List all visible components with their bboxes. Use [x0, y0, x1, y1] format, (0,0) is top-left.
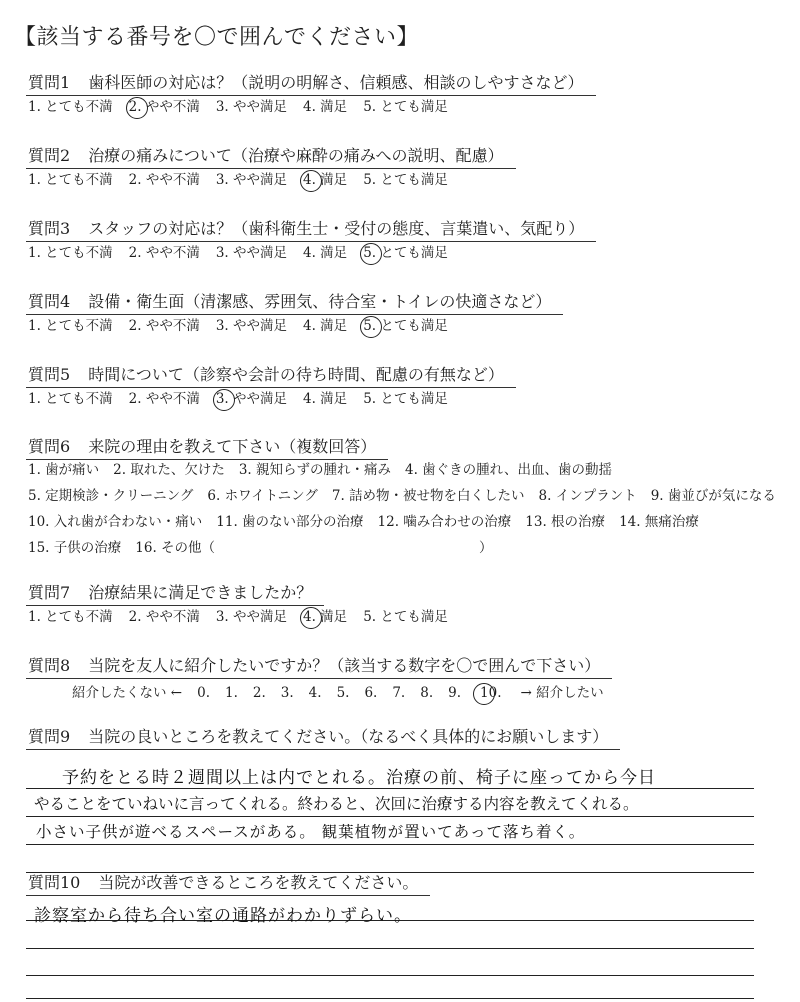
question-10 [28, 870, 800, 894]
question-number: 質問3 [28, 219, 71, 238]
question-text: 時間について（診察や会計の待ち時間、配慮の有無など） [88, 365, 504, 384]
reason-option-9[interactable]: 9. 歯並びが気になる [650, 488, 776, 504]
question-5 [28, 364, 800, 409]
option-3[interactable]: 3. やや満足 [215, 99, 288, 115]
option-5[interactable]: 5. とても満足 [363, 609, 448, 625]
option-3[interactable]: 3. やや満足 [215, 609, 288, 625]
scale-7[interactable]: 7. [392, 685, 406, 701]
question-number: 質問2 [28, 146, 71, 165]
question-5-heading [28, 364, 504, 386]
answer-line [26, 816, 754, 817]
option-2-selected[interactable]: 2. やや不満 [128, 99, 200, 115]
option-2[interactable]: 2. やや不満 [128, 245, 200, 261]
scale-9[interactable]: 9. [448, 685, 462, 701]
question-text: 当院が改善できるところを教えてください。 [98, 873, 419, 892]
reason-option-4[interactable]: 4. 歯ぐきの腫れ、出血、歯の動揺 [405, 462, 612, 478]
option-4-selected[interactable]: 4. 満足 [303, 609, 348, 625]
option-5[interactable]: 5. とても満足 [363, 172, 448, 188]
option-1[interactable]: 1. とても不満 [28, 172, 113, 188]
option-2[interactable]: 2. やや不満 [128, 391, 200, 407]
reason-option-2[interactable]: 2. 取れた、欠けた [113, 462, 225, 478]
answer-line [26, 788, 754, 789]
option-1[interactable]: 1. とても不満 [28, 318, 113, 334]
option-5-selected[interactable]: 5. とても満足 [363, 318, 448, 334]
option-2[interactable]: 2. やや不満 [128, 318, 200, 334]
rating-options [28, 389, 800, 409]
answer-line [26, 844, 754, 845]
scale-4[interactable]: 4. [308, 685, 322, 701]
scale-0[interactable]: 0. [197, 685, 210, 701]
option-2[interactable]: 2. やや不満 [128, 609, 200, 625]
q9-handwritten-line-2: やることをていねいに言ってくれる。終わると、次回に治療する内容を教えてくれる。 [34, 795, 639, 813]
question-9-heading [28, 726, 608, 748]
option-3-selected[interactable]: 3. やや満足 [215, 391, 288, 407]
question-number: 質問8 [28, 656, 71, 675]
question-2-heading [28, 145, 504, 167]
question-number: 質問5 [28, 365, 71, 384]
question-number: 質問10 [28, 873, 81, 892]
question-number: 質問1 [28, 73, 71, 92]
question-number: 質問7 [28, 583, 71, 602]
question-6 [28, 436, 800, 558]
question-7-heading [28, 582, 312, 604]
option-5[interactable]: 5. とても満足 [363, 99, 448, 115]
option-2[interactable]: 2. やや不満 [128, 172, 200, 188]
option-4[interactable]: 4. 満足 [303, 99, 348, 115]
answer-line [26, 998, 754, 999]
scale-1[interactable]: 1. [225, 685, 238, 701]
reason-option-10[interactable]: 10. 入れ歯が合わない・痛い [28, 514, 203, 530]
question-text: 当院を友人に紹介したいですか？（該当する数字を〇で囲んで下さい） [88, 656, 601, 675]
reason-option-8[interactable]: 8. インプラント [538, 488, 637, 504]
scale-6[interactable]: 6. [364, 685, 378, 701]
question-text: 設備・衛生面（清潔感、雰囲気、待合室・トイレの快適さなど） [88, 292, 552, 311]
option-4[interactable]: 4. 満足 [303, 318, 348, 334]
rating-options [28, 97, 800, 117]
rating-options [28, 243, 800, 263]
question-1-heading [28, 72, 584, 94]
reason-option-6[interactable]: 6. ホワイトニング [207, 488, 318, 504]
question-text: 当院の良いところを教えてください。（なるべく具体的にお願いします） [88, 727, 609, 746]
scale-3[interactable]: 3. [280, 685, 294, 701]
scale-right-label: → 紹介したい [520, 685, 604, 701]
option-3[interactable]: 3. やや満足 [215, 245, 288, 261]
form-title: 【該当する番号を〇で囲んでください】 [14, 25, 420, 50]
question-8 [28, 655, 800, 703]
rating-options [28, 607, 800, 627]
question-text: スタッフの対応は？（歯科衛生士・受付の態度、言葉遣い、気配り） [88, 219, 585, 238]
question-3-heading [28, 218, 584, 240]
option-3[interactable]: 3. やや満足 [215, 318, 288, 334]
option-3[interactable]: 3. やや満足 [215, 172, 288, 188]
option-1[interactable]: 1. とても不満 [28, 245, 113, 261]
answer-line [26, 948, 754, 949]
scale-5[interactable]: 5. [336, 685, 350, 701]
option-1[interactable]: 1. とても不満 [28, 99, 113, 115]
question-4 [28, 291, 800, 336]
scale-2[interactable]: 2. [252, 685, 266, 701]
recommend-scale [72, 683, 800, 703]
question-text: 来院の理由を教えて下さい（複数回答） [88, 437, 377, 456]
question-1 [28, 72, 800, 117]
question-7 [28, 582, 800, 627]
reason-option-14[interactable]: 14. 無痛治療 [619, 514, 699, 530]
option-4[interactable]: 4. 満足 [303, 245, 348, 261]
question-3 [28, 218, 800, 263]
reason-option-11[interactable]: 11. 歯のない部分の治療 [216, 514, 364, 530]
question-6-heading [28, 436, 376, 458]
reason-option-5[interactable]: 5. 定期検診・クリーニング [28, 488, 194, 504]
answer-line [26, 975, 754, 976]
question-4-heading [28, 291, 551, 313]
option-4-selected[interactable]: 4. 満足 [303, 172, 348, 188]
scale-10-selected[interactable]: 10. [476, 683, 505, 703]
reason-option-1[interactable]: 1. 歯が痛い [28, 462, 100, 478]
option-1[interactable]: 1. とても不満 [28, 391, 113, 407]
q10-handwritten-line-1: 診察室から待ち合い室の通路がわかりずらい。 [34, 906, 412, 926]
q9-handwritten-line-1: 予約をとる時２週間以上は内でとれる。治療の前、椅子に座ってから今日 [62, 768, 656, 788]
reason-option-16-other[interactable]: 16. その他（ [135, 540, 216, 556]
other-close-paren: ） [479, 540, 493, 556]
option-5[interactable]: 5. とても満足 [363, 391, 448, 407]
question-text: 治療結果に満足できましたか？ [88, 583, 313, 602]
question-number: 質問4 [28, 292, 71, 311]
reason-option-7[interactable]: 7. 詰め物・被せ物を白くしたい [331, 488, 525, 504]
reason-option-12[interactable]: 12. 噛み合わせの治療 [377, 514, 512, 530]
option-4[interactable]: 4. 満足 [303, 391, 348, 407]
reason-option-15[interactable]: 15. 子供の治療 [28, 540, 122, 556]
rating-options [28, 316, 800, 336]
option-5-selected[interactable]: 5. とても満足 [363, 245, 448, 261]
question-2 [28, 145, 800, 190]
question-number: 質問9 [28, 727, 71, 746]
q9-handwritten-line-3: 小さい子供が遊べるスペースがある。 観葉植物が置いてあって落ち着く。 [36, 823, 586, 841]
question-8-heading [28, 655, 600, 677]
question-number: 質問6 [28, 437, 71, 456]
option-1[interactable]: 1. とても不満 [28, 609, 113, 625]
scale-left-label: 紹介したくない ← [72, 685, 183, 701]
visit-reason-options [28, 460, 778, 558]
question-text: 歯科医師の対応は？（説明の明解さ、信頼感、相談のしやすさなど） [88, 73, 584, 92]
question-text: 治療の痛みについて（治療や麻酔の痛みへの説明、配慮） [88, 146, 504, 165]
scale-8[interactable]: 8. [420, 685, 434, 701]
rating-options [28, 170, 800, 190]
question-9 [28, 726, 800, 748]
reason-option-13[interactable]: 13. 根の治療 [525, 514, 606, 530]
reason-option-3[interactable]: 3. 親知らずの腫れ・痛み [238, 462, 392, 478]
question-10-heading [28, 872, 418, 894]
